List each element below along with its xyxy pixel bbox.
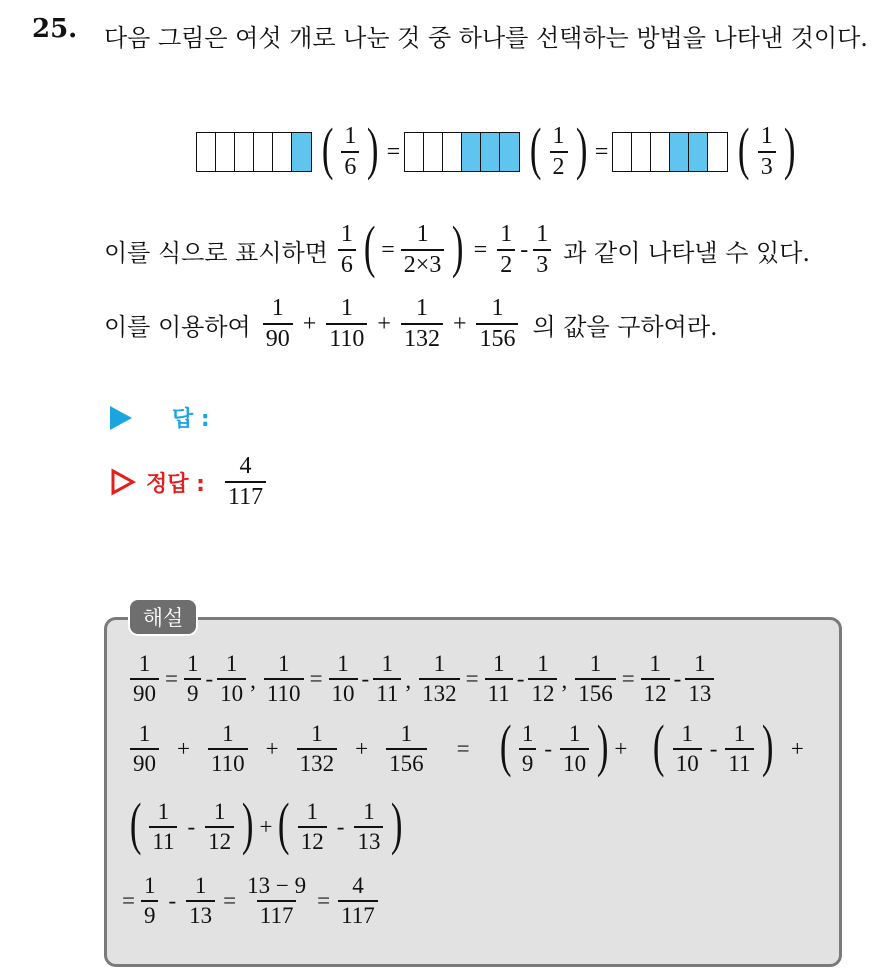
plus-sign: + — [265, 736, 279, 762]
right-paren: ) — [575, 116, 587, 182]
fraction: $\frac{1}{9}$ — [141, 874, 159, 928]
strip-cell — [235, 133, 254, 171]
comma: , — [405, 668, 412, 694]
fraction: $\frac{1}{12}$ — [528, 652, 557, 706]
fraction-one-sixth: $\frac{1}{6}$ — [341, 124, 359, 180]
question-number: 25. — [32, 14, 78, 44]
strip-cell — [708, 133, 727, 171]
minus-sign: - — [673, 666, 682, 692]
minus-sign: - — [187, 814, 196, 840]
fraction: $\frac{1}{11}$ — [725, 722, 753, 776]
task-prefix: 이를 이용하여 — [104, 312, 251, 341]
fraction-one-half: $\frac{1}{2}$ — [550, 124, 568, 180]
equals-sign: = — [594, 138, 609, 165]
fraction: $\frac{1}{10}$ — [217, 652, 246, 706]
task-suffix: 의 값을 구하여라. — [532, 312, 718, 341]
left-paren: ( — [530, 116, 542, 182]
plus-sign: + — [355, 736, 369, 762]
strip-cell-shaded — [292, 133, 311, 171]
minus-sign: - — [709, 736, 718, 762]
plus-sign: + — [302, 310, 317, 337]
left-paren: ( — [278, 791, 290, 857]
fraction: $\frac{1}{11}$ — [149, 800, 177, 854]
strip-cell — [216, 133, 235, 171]
fraction: $\frac{1}{132}$ — [419, 652, 460, 706]
fraction: $\frac{1}{110}$ — [326, 296, 367, 352]
strip-cell — [197, 133, 216, 171]
outline-triangle-icon — [110, 468, 136, 496]
fraction: $\frac{1}{3}$ — [533, 222, 551, 278]
plus-sign: + — [177, 736, 190, 762]
right-paren: ) — [783, 116, 796, 182]
equals-sign: = — [386, 138, 401, 165]
equals-sign: = — [317, 888, 331, 914]
strip-one-sixth — [196, 132, 312, 172]
strip-cell — [254, 133, 273, 171]
equals-sign: = — [473, 236, 488, 263]
fraction: $\frac{1}{13}$ — [354, 800, 383, 854]
equals-sign: = — [223, 888, 237, 914]
strip-cell-shaded — [462, 133, 481, 171]
fraction-one-third: $\frac{1}{3}$ — [758, 124, 776, 180]
fraction: $\frac{1}{110}$ — [208, 722, 248, 776]
strip-cell — [273, 133, 292, 171]
strip-cell — [405, 133, 424, 171]
fraction: $\frac{1}{13}$ — [186, 874, 215, 928]
equals-sign: = — [381, 236, 395, 263]
equals-sign: = — [309, 666, 323, 692]
fraction: $\frac{1}{10}$ — [673, 722, 702, 776]
fraction: $\frac{1}{12}$ — [641, 652, 670, 706]
equals-sign: = — [621, 666, 635, 692]
plus-sign: + — [377, 310, 391, 337]
answer-label: 답 : — [172, 407, 210, 432]
left-paren: ( — [499, 713, 512, 779]
strip-cell-shaded — [481, 133, 500, 171]
left-paren: ( — [129, 791, 142, 857]
task-line — [104, 296, 718, 352]
solution-tag: 해설 — [128, 598, 198, 636]
strip-one-third — [612, 132, 728, 172]
minus-sign: - — [520, 236, 529, 263]
left-paren: ( — [653, 713, 665, 779]
right-paren: ) — [761, 713, 774, 779]
correct-answer-label: 정답 : — [146, 471, 205, 497]
example-prefix: 이를 식으로 표시하면 — [104, 238, 328, 267]
minus-sign: - — [205, 666, 214, 692]
fraction: $\frac{1}{10}$ — [329, 652, 358, 706]
plus-sign: + — [452, 310, 467, 337]
equals-sign: = — [465, 666, 479, 692]
strip-cell — [443, 133, 462, 171]
plus-sign: + — [259, 814, 273, 840]
fraction: $\frac{1}{2\times 3}$ — [401, 222, 445, 278]
fraction: $\frac{1}{11}$ — [485, 652, 513, 706]
right-paren: ) — [596, 713, 609, 779]
strip-cell-shaded — [500, 133, 519, 171]
plus-sign: + — [614, 736, 628, 762]
minus-sign: - — [544, 736, 553, 762]
minus-sign: - — [361, 666, 370, 692]
strip-cell-shaded — [670, 133, 689, 171]
fraction: $\frac{13 - 9}{117}$ — [247, 873, 307, 929]
strip-one-half — [404, 132, 520, 172]
fraction: $\frac{1}{156}$ — [386, 722, 427, 776]
answer-row — [110, 402, 210, 433]
equals-sign: = — [122, 888, 135, 914]
right-paren: ) — [242, 791, 254, 857]
fraction: $\frac{4}{117}$ — [338, 874, 378, 928]
right-paren: ) — [452, 214, 464, 280]
strip-cell — [651, 133, 670, 171]
play-triangle-icon — [110, 406, 132, 430]
fraction: $\frac{1}{90}$ — [130, 652, 159, 706]
solution-line-4 — [122, 874, 382, 928]
correct-answer-value: $\frac{4}{117}$ — [225, 454, 266, 510]
strip-cell — [424, 133, 443, 171]
fraction: $\frac{1}{12}$ — [205, 800, 234, 854]
fraction: $\frac{1}{132}$ — [401, 296, 443, 352]
equals-sign: = — [165, 666, 178, 692]
fraction: $\frac{1}{6}$ — [338, 222, 356, 278]
minus-sign: - — [168, 888, 177, 914]
question-text: 다음 그림은 여섯 개로 나눈 것 중 하나를 선택하는 방법을 나타낸 것이다. — [104, 24, 868, 52]
comma: , — [250, 668, 256, 694]
fraction: $\frac{1}{110}$ — [264, 652, 304, 706]
example-suffix: 과 같이 나타낼 수 있다. — [563, 238, 811, 267]
strip-cell — [632, 133, 651, 171]
fraction: $\frac{1}{2}$ — [497, 222, 515, 278]
fraction: $\frac{1}{10}$ — [560, 722, 589, 776]
example-line — [104, 214, 811, 280]
fraction: $\frac{1}{9}$ — [184, 652, 202, 706]
fraction: $\frac{1}{9}$ — [519, 722, 537, 776]
right-paren: ) — [391, 791, 403, 857]
left-paren: ( — [321, 116, 334, 182]
left-paren: ( — [363, 214, 376, 280]
minus-sign: - — [336, 814, 345, 840]
solution-line-1 — [126, 652, 718, 706]
plus-sign: + — [790, 736, 804, 762]
strip-cell-shaded — [689, 133, 708, 171]
fraction: $\frac{1}{11}$ — [373, 652, 401, 706]
fraction: $\frac{1}{132}$ — [297, 722, 338, 776]
fraction: $\frac{1}{156}$ — [575, 652, 616, 706]
equals-sign: = — [456, 736, 470, 762]
minus-sign: - — [516, 666, 525, 692]
fraction: $\frac{1}{12}$ — [298, 800, 327, 854]
fraction: $\frac{1}{90}$ — [263, 296, 293, 352]
fraction: $\frac{1}{13}$ — [685, 652, 714, 706]
left-paren: ( — [738, 116, 750, 182]
solution-line-2 — [126, 713, 804, 779]
solution-line-3 — [126, 791, 407, 857]
fraction: $\frac{1}{156}$ — [476, 296, 518, 352]
strip-cell — [613, 133, 632, 171]
correct-answer-row — [110, 454, 270, 510]
fraction-figure — [196, 116, 799, 182]
fraction: $\frac{1}{90}$ — [130, 722, 159, 776]
comma: , — [561, 668, 568, 694]
right-paren: ) — [367, 116, 379, 182]
